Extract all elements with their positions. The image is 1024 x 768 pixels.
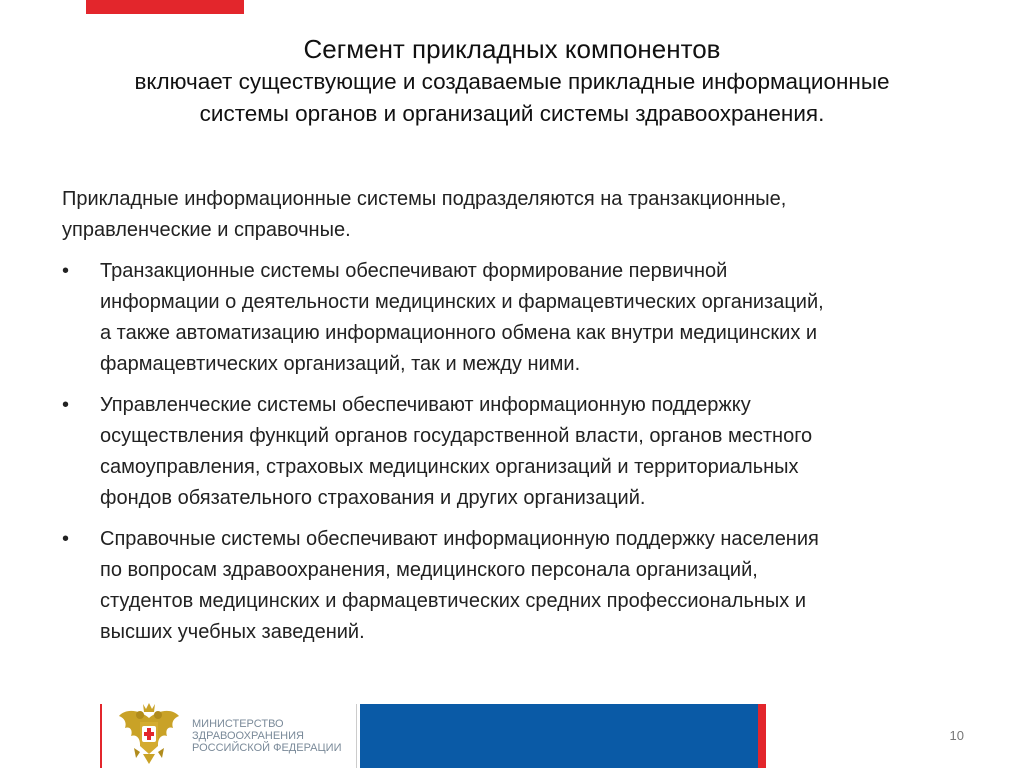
ministry-line: РОССИЙСКОЙ ФЕДЕРАЦИИ: [192, 742, 342, 754]
bullet-line: Справочные системы обеспечивают информационную поддержку населения: [100, 528, 819, 550]
bullet-line: по вопросам здравоохранения, медицинского персонала организаций,: [100, 559, 758, 581]
footer-divider: [356, 704, 357, 768]
double-headed-eagle-emblem-icon: [116, 700, 182, 768]
top-red-accent-bar: [86, 0, 244, 14]
slide-header: [40, 32, 984, 130]
bullet-dot: •: [62, 528, 70, 550]
bullet-dot: •: [62, 394, 70, 416]
bullet-line: осуществления функций органов государственной власти, органов местного: [100, 425, 813, 447]
bullet-list: [62, 256, 972, 648]
bullet-line: Управленческие системы обеспечивают информационную поддержку: [100, 394, 751, 416]
bullet-line: высших учебных заведений.: [100, 621, 365, 643]
slide-footer: [0, 700, 1024, 768]
intro-paragraph: [62, 184, 972, 246]
bullet-item-management-systems: [62, 390, 972, 514]
bullet-line: фармацевтических организаций, так и между ними.: [100, 353, 581, 375]
slide-body: [62, 184, 972, 658]
slide-title: Сегмент прикладных компонентов: [303, 34, 721, 64]
footer-red-rule: [100, 704, 102, 768]
intro-line: Прикладные информационные системы подразделяются на транзакционные,: [62, 188, 787, 210]
bullet-line: студентов медицинских и фармацевтических средних профессиональных и: [100, 590, 807, 612]
bullet-item-transaction-systems: [62, 256, 972, 380]
bullet-line: Транзакционные системы обеспечивают формирование первичной: [100, 260, 728, 282]
footer-blue-band: [360, 704, 758, 768]
ministry-line: МИНИСТЕРСТВО: [192, 718, 284, 730]
footer-red-strip: [758, 704, 766, 768]
bullet-line: фондов обязательного страхования и других организаций.: [100, 487, 646, 509]
bullet-dot: •: [62, 260, 70, 282]
bullet-line: самоуправления, страховых медицинских организаций и территориальных: [100, 456, 799, 478]
intro-line: управленческие и справочные.: [62, 219, 351, 241]
slide-subtitle-line: системы органов и организаций системы здравоохранения.: [199, 101, 825, 126]
bullet-line: а также автоматизацию информационного обмена как внутри медицинских и: [100, 322, 818, 344]
bullet-line: информации о деятельности медицинских и фармацевтических организаций,: [100, 291, 824, 313]
ministry-name: [192, 718, 341, 754]
page-number: 10: [949, 728, 964, 743]
ministry-line: ЗДРАВООХРАНЕНИЯ: [192, 730, 304, 742]
bullet-item-reference-systems: [62, 524, 972, 648]
slide-subtitle-line: включает существующие и создаваемые прикладные информационные: [134, 69, 890, 94]
